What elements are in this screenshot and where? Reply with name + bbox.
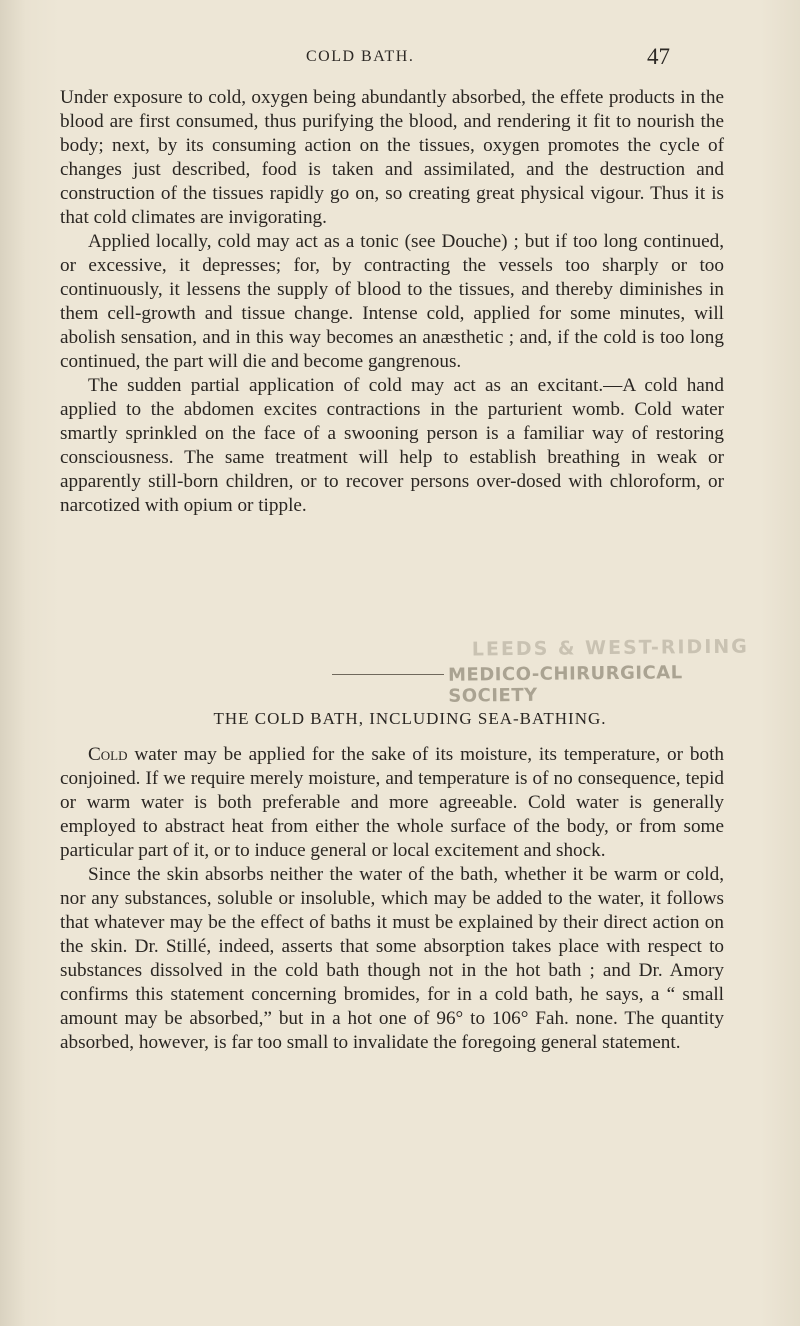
section-heading-text: THE COLD BATH, INCLUDING SEA-BATHING. [213, 709, 607, 728]
paragraph-cold-water-body: water may be applied for the sake of its moisture, its temperature, or both conjoined. If we require merely moisture, and temperature is of no consequence, tepid or warm water is both preferable and more agreeable. Cold water is generally employed to abstract heat from either the whole surface of the body, or from some particular part of it, or to induce general or local excitement and shock. [60, 744, 724, 861]
section-divider [332, 674, 444, 675]
running-head [0, 44, 800, 72]
paragraph-oxygen: Under exposure to cold, oxygen being abundantly absorbed, the effete products in the blood are first consumed, thus purifying the blood, and rendering it fit to nourish the body; next, by its consuming action on the tissues, oxygen promotes the cycle of changes just described, food is taken and assimilated, and the destruction and construction of the tissues rapidly go on, so creating great physical vigour. Thus it is that cold climates are invigorating. [60, 87, 724, 228]
library-stamp [447, 635, 779, 707]
section-heading [0, 709, 800, 729]
cold-bath-text [60, 743, 724, 1055]
page-number: 47 [647, 44, 670, 69]
running-title: COLD BATH. [306, 48, 415, 65]
paragraph-skin-absorption: Since the skin absorbs neither the water of the bath, whether it be warm or cold, nor any substances, soluble or insoluble, which may be added to the water, it follows that whatever may be the effect of baths it must be explained by their direct action on the skin. Dr. Stillé, indeed, asserts that some absorption takes place with respect to substances dissolved in the cold bath though not in the hot bath ; and Dr. Amory confirms this statement concerning bromides, for in a cold bath, he says, a “ small amount may be absorbed,” but in a hot one of 96° to 106° Fah. none. The quantity absorbed, however, is far too small to invalidate the foregoing general statement. [60, 864, 724, 1053]
paragraph-local-cold: Applied locally, cold may act as a tonic (see Douche) ; but if too long continued, or excessive, it depresses; for, by contracting the vessels too sharply or too continuously, it lessens the supply of blood to the tissues, and thereby diminishes in them cell-growth and tissue change. Intense cold, applied for some minutes, will abolish sensation, and in this way becomes an anæsthetic ; and, if the cold is too long continued, the part will die and become gangrenous. [60, 231, 724, 372]
paragraph-cold-water [60, 743, 724, 863]
drop-word: Cold [88, 744, 128, 765]
stamp-line-1: LEEDS & WEST-RIDING [471, 635, 749, 661]
cold-effects-text [60, 86, 724, 518]
stamp-line-2: MEDICO-CHIRURGICAL SOCIETY [447, 662, 683, 707]
paragraph-sudden-cold: The sudden partial application of cold may act as an excitant.—A cold hand applied to the abdomen excites contractions in the parturient womb. Cold water smartly sprinkled on the face of a swooning person is a familiar way of restoring consciousness. The same treatment will help to establish breathing in weak or apparently still-born children, or to recover persons over-dosed with chloroform, or narcotized with opium or tipple. [60, 375, 724, 516]
